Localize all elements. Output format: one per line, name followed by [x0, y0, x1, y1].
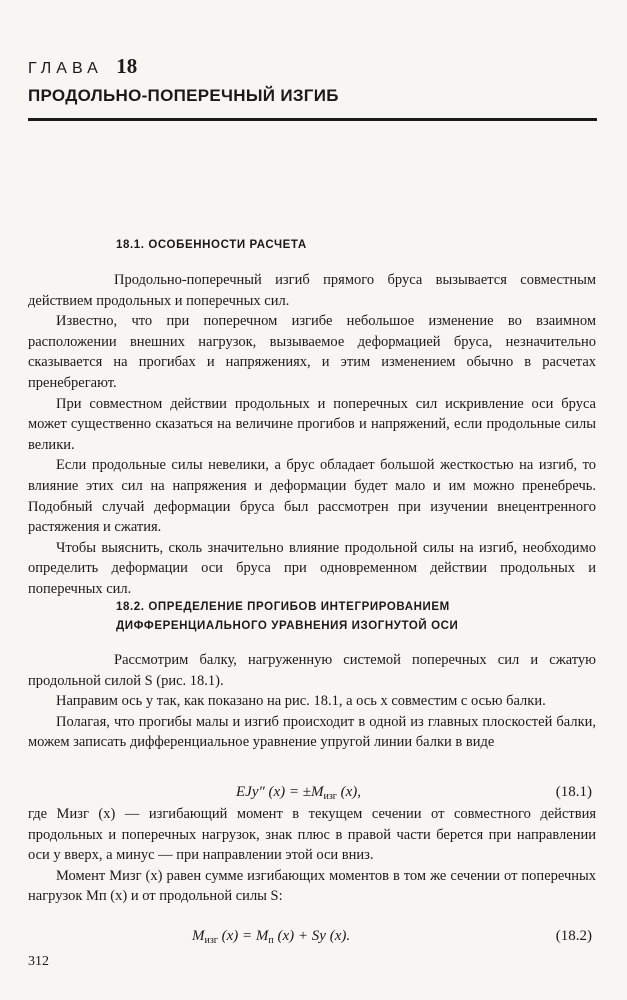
equation-number: (18.2)	[555, 928, 592, 944]
section-2-body	[28, 650, 596, 753]
chapter-number: 18	[116, 54, 138, 78]
formula-rhs: (x),	[336, 784, 362, 800]
paragraph: Известно, что при поперечном изгибе небольшое изменение во взаимном расположении внешних нагрузок, вызываемое деформацией бруса, незначительно сказывается на прогибах и напряжениях, и этим изменением обычно в расчетах пренебрегают.	[28, 313, 596, 391]
paragraph: Направим ось y так, как показано на рис. 18.1, а ось x совместим с осью балки.	[56, 693, 546, 710]
paragraph: Момент Mизг (x) равен сумме изгибающих моментов в том же сечении от поперечных нагрузок Mп (x) и от продольной силы S:	[28, 867, 596, 905]
formula-expression	[192, 925, 350, 952]
formula-subscript: изг	[323, 791, 337, 802]
formula-lhs: EJy″ (x) = ±M	[236, 784, 324, 800]
paragraph: Полагая, что прогибы малы и изгиб происходит в одной из главных плоскостей балки, можем записать дифференциальное уравнение упругой линии балки в виде	[28, 713, 596, 751]
chapter-rule	[28, 118, 597, 121]
section-1-body	[28, 270, 596, 600]
page-number: 312	[28, 954, 49, 969]
equation-number: (18.1)	[555, 784, 592, 800]
section-2-body-continued	[28, 804, 596, 907]
formula-term: (x) + Sy (x).	[273, 928, 351, 944]
paragraph: где Mизг (x) — изгибающий момент в текущем сечении от совместного действия продольных и поперечных нагрузок, знак плюс в правой части берется при направлении оси y вверх, а минус — при направлении этой оси вниз.	[28, 806, 596, 864]
formula-subscript: изг	[204, 935, 218, 946]
chapter-word: ГЛАВА	[28, 60, 103, 77]
section-2-heading	[116, 598, 458, 636]
paragraph: При совместном действии продольных и поперечных сил искривление оси бруса может существенно сказаться на величине прогибов и напряжений, если продольные силы велики.	[28, 395, 596, 453]
paragraph: Рассмотрим балку, нагруженную системой поперечных сил и сжатую продольной силой S (рис. 18.1).	[28, 652, 596, 689]
chapter-title: ПРОДОЛЬНО-ПОПЕРЕЧНЫЙ ИЗГИБ	[28, 86, 339, 105]
section-1-heading: 18.1. ОСОБЕННОСТИ РАСЧЕТА	[116, 239, 307, 251]
section-2-heading-line-1: 18.2. ОПРЕДЕЛЕНИЕ ПРОГИБОВ ИНТЕГРИРОВАНИЕМ	[116, 601, 450, 613]
formula-term: (x) = M	[217, 928, 269, 944]
chapter-label	[28, 54, 137, 79]
paragraph: Продольно-поперечный изгиб прямого бруса вызывается совместным действием продольных и поперечных сил.	[28, 272, 596, 309]
paragraph: Чтобы выяснить, сколь значительно влияние продольной силы на изгиб, необходимо определить деформации оси бруса при одновременном действии продольных и поперечных сил.	[28, 539, 596, 597]
formula-subscript: п	[268, 935, 274, 946]
section-2-heading-line-2: ДИФФЕРЕНЦИАЛЬНОГО УРАВНЕНИЯ ИЗОГНУТОЙ ОСИ	[116, 620, 459, 632]
formula-term: M	[192, 928, 205, 944]
paragraph: Если продольные силы невелики, а брус обладает большой жесткостью на изгиб, то влияние этих сил на напряжения и деформации будет мало и им можно пренебречь. Подобный случай деформации бруса был рассмотрен при изучении внецентренного растяжения и сжатия.	[28, 457, 596, 536]
